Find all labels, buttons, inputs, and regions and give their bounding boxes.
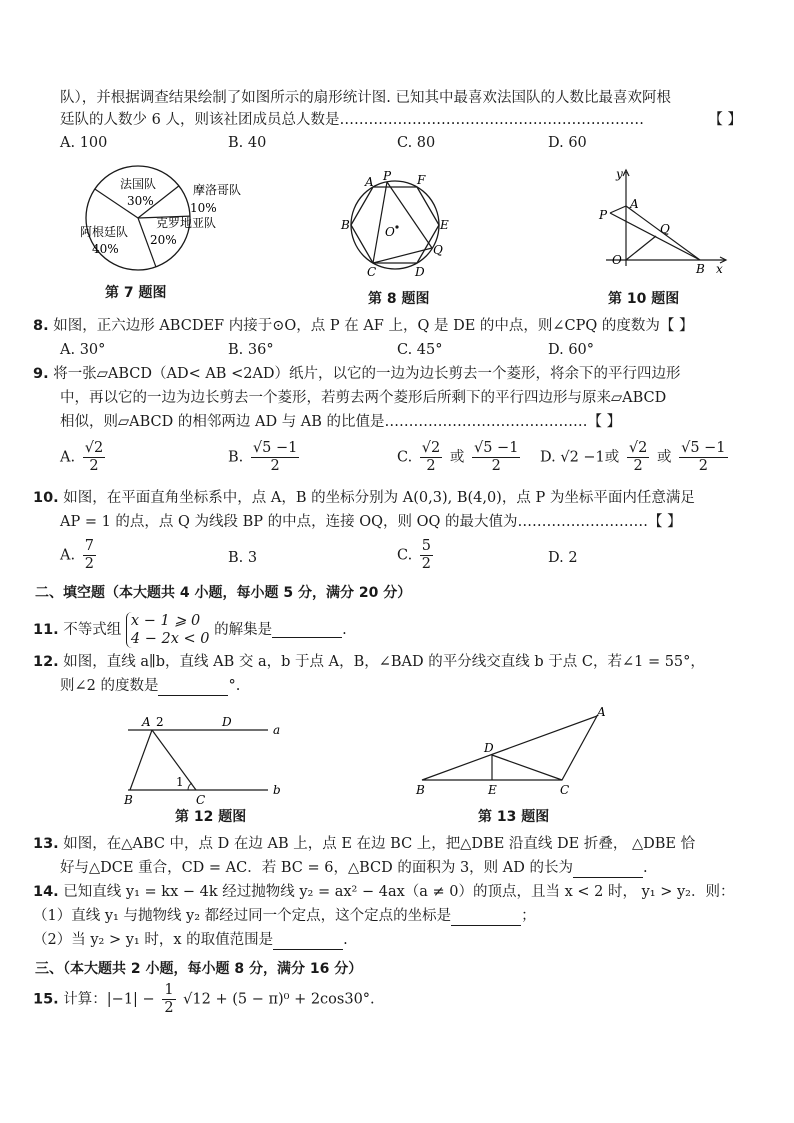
fig8-label-p: P xyxy=(383,169,392,183)
fig10-label-a: A xyxy=(630,197,639,211)
q12-line2 xyxy=(60,676,754,696)
q9-line2: 中，再以它的一边为边长剪去一个菱形，若剪去两个菱形后所剩下的平行四边形与原来▱ABCD xyxy=(60,390,667,406)
q11-ineq1: x − 1 ⩾ 0 xyxy=(130,613,201,629)
pie-percent-france: 30% xyxy=(127,194,154,208)
q14-sub1-pre: （1）直线 y₁ 与抛物线 y₂ 都经过同一个定点，这个定点的坐标是 xyxy=(33,908,452,924)
q9-b-den: 2 xyxy=(270,458,280,474)
q11-answer-blank[interactable] xyxy=(272,623,342,638)
q9-line1 xyxy=(33,364,754,384)
q13-answer-blank[interactable] xyxy=(573,863,643,878)
q9-c-or: 或 xyxy=(449,449,465,466)
q11-post: 的解集是 xyxy=(214,622,273,638)
q13-line2-pre: 好与△DCE 重合，CD = AC．若 BC = 6，△BCD 的面积为 3，则 AD 的长为 xyxy=(60,860,573,876)
q11-number: 11. xyxy=(33,622,59,638)
fig7-caption: 第 7 题图 xyxy=(105,285,167,301)
q13-number: 13. xyxy=(33,836,59,852)
q15-half-num: 1 xyxy=(164,982,174,998)
q9-a-num: √2 xyxy=(84,440,104,456)
q11-end: . xyxy=(342,622,347,638)
q11-pre: 不等式组 xyxy=(63,622,122,638)
fig8-label-a: A xyxy=(365,175,374,189)
q9-option-a-label: A. xyxy=(60,449,76,466)
pie-label-argentina: 阿根廷队 xyxy=(80,225,129,239)
triangle-abc xyxy=(422,716,597,780)
fig8-label-d: D xyxy=(415,265,425,279)
q10-a-num: 7 xyxy=(84,538,94,554)
pie-chart xyxy=(70,160,260,280)
q10-c-fraction xyxy=(420,538,433,573)
q9-option-c-label: C. xyxy=(397,449,413,466)
q12-answer-blank[interactable] xyxy=(158,681,228,696)
q12-line2-pre: 则∠2 的度数是 xyxy=(60,678,159,694)
fig10-label-o: O xyxy=(612,253,622,267)
q10-c-den: 2 xyxy=(421,556,432,572)
q9-option-b xyxy=(228,440,302,475)
q12-line2-post: °. xyxy=(228,678,241,694)
fig12-label-line-a: a xyxy=(273,723,281,737)
fig10-label-p: P xyxy=(599,208,608,222)
fig12-caption: 第 12 题图 xyxy=(175,809,247,825)
fig12-label-line-b: b xyxy=(273,783,281,797)
q14-sub1-post: ； xyxy=(521,908,536,924)
q8-option-d: D. 60° xyxy=(548,342,595,358)
fig13-caption: 第 13 题图 xyxy=(478,809,550,825)
q9-c-den1: 2 xyxy=(426,458,436,474)
q10-option-b: B. 3 xyxy=(228,550,258,566)
q7-option-c: C. 80 xyxy=(397,135,436,151)
q15-half-den: 2 xyxy=(164,1000,174,1016)
q14-line1 xyxy=(33,882,754,902)
q9-option-d-label: D. xyxy=(540,449,556,466)
q8-option-c: C. 45° xyxy=(397,342,443,358)
q7-option-b: B. 40 xyxy=(228,135,267,151)
q14-sub2-blank[interactable] xyxy=(273,935,343,950)
q10-option-c xyxy=(397,538,436,573)
q9-d-fraction2 xyxy=(679,440,727,475)
section-2-heading: 二、填空题（本大题共 4 小题，每小题 5 分，满分 20 分） xyxy=(35,585,412,601)
q9-option-d xyxy=(540,440,731,475)
q10-option-c-label: C. xyxy=(397,547,413,564)
q15-number: 15. xyxy=(33,991,59,1008)
q9-d-num2: √5 −1 xyxy=(681,440,726,456)
figure-10 xyxy=(596,166,736,276)
fig12-label-2: 2 xyxy=(156,715,164,729)
figure-12 xyxy=(118,708,288,806)
q15-line xyxy=(33,982,754,1017)
segment-cq xyxy=(373,248,432,263)
q8-number: 8. xyxy=(33,318,49,334)
q7-bracket: 【 】 xyxy=(708,112,742,128)
q9-line3: 相似，则▱ABCD 的相邻两边 AD 与 AB 的比值是……………………………………【 】 xyxy=(60,414,622,430)
fig10-label-y: y xyxy=(616,167,623,181)
q8-option-b: B. 36° xyxy=(228,342,274,358)
q9-d-or1: 或 xyxy=(604,449,620,466)
fig13-label-e: E xyxy=(488,783,497,797)
q10-a-fraction xyxy=(83,538,96,573)
q9-c-num1: √2 xyxy=(421,440,441,456)
q15-pre: 计算：|−1| − xyxy=(63,991,155,1008)
figure-13 xyxy=(412,704,622,804)
q9-option-a xyxy=(60,440,108,475)
q10-line2: AP = 1 的点，点 Q 为线段 BP 的中点，连接 OQ，则 OQ 的最大值为………………………【 】 xyxy=(60,514,682,530)
fig8-label-f: F xyxy=(417,173,426,187)
q9-b-fraction xyxy=(251,440,299,475)
fig12-label-1: 1 xyxy=(176,775,184,789)
fig12-label-c: C xyxy=(196,793,206,807)
q13-text1: 如图，在△ABC 中，点 D 在边 AB 上，点 E 在边 BC 上，把△DBE 沿直线 DE 折叠， △DBE 恰 xyxy=(63,836,696,852)
fig8-label-b: B xyxy=(341,218,350,232)
q8-text: 如图，正六边形 ABCDEF 内接于⊙O，点 P 在 AF 上，Q 是 DE 的中点，则∠CPQ 的度数为【 】 xyxy=(53,318,694,334)
q9-d-den2: 2 xyxy=(698,458,708,474)
q14-sub2-pre: （2）当 y₂ > y₁ 时，x 的取值范围是 xyxy=(33,932,274,948)
fig10-caption: 第 10 题图 xyxy=(608,291,680,307)
fig13-label-a: A xyxy=(597,705,606,719)
fig12-label-a: A xyxy=(142,715,151,729)
q7-text-line1: 队），并根据调查结果绘制了如图所示的扇形统计图. 已知其中最喜欢法国队的人数比最喜欢阿根 xyxy=(60,90,671,106)
center-dot xyxy=(395,225,398,228)
q13-line1 xyxy=(33,834,754,854)
q12-line1 xyxy=(33,652,754,672)
fig13-label-d: D xyxy=(484,741,494,755)
q9-d-fraction1 xyxy=(627,440,649,475)
q9-d-expr: √2 −1 xyxy=(560,449,605,466)
q8-line xyxy=(33,316,754,336)
q10-c-num: 5 xyxy=(421,538,432,554)
q9-c-den2: 2 xyxy=(491,458,501,474)
q10-option-d: D. 2 xyxy=(548,550,578,566)
q9-c-fraction2 xyxy=(472,440,520,475)
q9-a-den: 2 xyxy=(89,458,99,474)
q13-line2-post: . xyxy=(643,860,648,876)
q15-half xyxy=(162,982,175,1017)
fig8-label-c: C xyxy=(367,265,377,279)
q7-option-a: A. 100 xyxy=(60,135,108,151)
q10-line1 xyxy=(33,488,754,508)
q11-line xyxy=(33,612,754,648)
q9-text1: 将一张▱ABCD（AD< AB <2AD）纸片，以它的一边为边长剪去一个菱形，将余下的平行四边形 xyxy=(53,366,681,382)
fig10-label-q: Q xyxy=(660,222,670,236)
segment-oq xyxy=(626,236,656,260)
q9-c-num2: √5 −1 xyxy=(473,440,519,456)
q11-system xyxy=(126,612,210,648)
fig10-label-b: B xyxy=(696,262,705,276)
q10-number: 10. xyxy=(33,490,59,506)
fig8-caption: 第 8 题图 xyxy=(368,291,430,307)
q8-option-a: A. 30° xyxy=(60,342,106,358)
q9-option-b-label: B. xyxy=(228,449,244,466)
pie-percent-morocco: 10% xyxy=(190,201,217,215)
q13-line2 xyxy=(60,858,754,878)
q9-d-num1: √2 xyxy=(628,440,648,456)
figure-8 xyxy=(341,169,455,280)
q9-b-num: √5 −1 xyxy=(252,440,298,456)
fig8-label-o: O xyxy=(385,225,395,239)
q12-text1: 如图，直线 a∥b，直线 AB 交 a，b 于点 A，B，∠BAD 的平分线交直线 b 于点 C，若∠1 = 55°， xyxy=(63,654,705,670)
q7-text-line2: 廷队的人数少 6 人，则该社团成员总人数是……………………………………………………… xyxy=(60,112,644,128)
segment-ab xyxy=(130,730,152,790)
segment-pc xyxy=(373,182,387,263)
q14-sub1 xyxy=(33,906,754,926)
q9-c-fraction1 xyxy=(420,440,442,475)
q14-text1: 已知直线 y₁ = kx − 4k 经过抛物线 y₂ = ax² − 4ax（a ≠ 0）的顶点，且当 x < 2 时， y₁ > y₂．则： xyxy=(63,884,735,900)
q14-number: 14. xyxy=(33,884,59,900)
fig8-label-e: E xyxy=(440,218,449,232)
pie-percent-argentina: 40% xyxy=(92,242,119,256)
q14-sub2 xyxy=(33,930,754,950)
q9-number: 9. xyxy=(33,366,49,382)
segment-ac xyxy=(152,730,196,790)
segment-pa xyxy=(610,206,626,213)
pie-label-morocco: 摩洛哥队 xyxy=(193,183,242,197)
q12-number: 12. xyxy=(33,654,59,670)
pie-label-france: 法国队 xyxy=(120,177,157,191)
q9-d-den1: 2 xyxy=(633,458,643,474)
q10-option-a-label: A. xyxy=(60,547,76,564)
pie-label-croatia: 克罗地亚队 xyxy=(156,216,217,230)
q9-d-or2: 或 xyxy=(656,449,672,466)
q9-a-fraction xyxy=(83,440,105,475)
q7-option-d: D. 60 xyxy=(548,135,587,151)
segment-dc xyxy=(492,755,562,780)
fig13-label-c: C xyxy=(560,783,570,797)
pie-percent-croatia: 20% xyxy=(150,233,177,247)
q15-post: √12 + (5 − π)⁰ + 2cos30°. xyxy=(183,991,375,1008)
fig10-label-x: x xyxy=(716,262,723,276)
fig12-label-d: D xyxy=(222,715,232,729)
fig12-label-b: B xyxy=(124,793,133,807)
q14-sub2-post: . xyxy=(343,932,348,948)
section-3-heading: 三、（本大题共 2 小题，每小题 8 分，满分 16 分） xyxy=(35,961,363,977)
q9-option-c xyxy=(397,440,523,475)
fig8-label-q: Q xyxy=(433,243,443,257)
q14-sub1-blank[interactable] xyxy=(451,911,521,926)
q10-text1: 如图，在平面直角坐标系中，点 A，B 的坐标分别为 A(0,3), B(4,0)，点 P 为坐标平面内任意满足 xyxy=(63,490,695,506)
q10-option-a xyxy=(60,538,99,573)
fig13-label-b: B xyxy=(416,783,425,797)
hexagon xyxy=(351,187,439,263)
q11-ineq2: 4 − 2x < 0 xyxy=(130,631,210,647)
q10-a-den: 2 xyxy=(84,556,94,572)
